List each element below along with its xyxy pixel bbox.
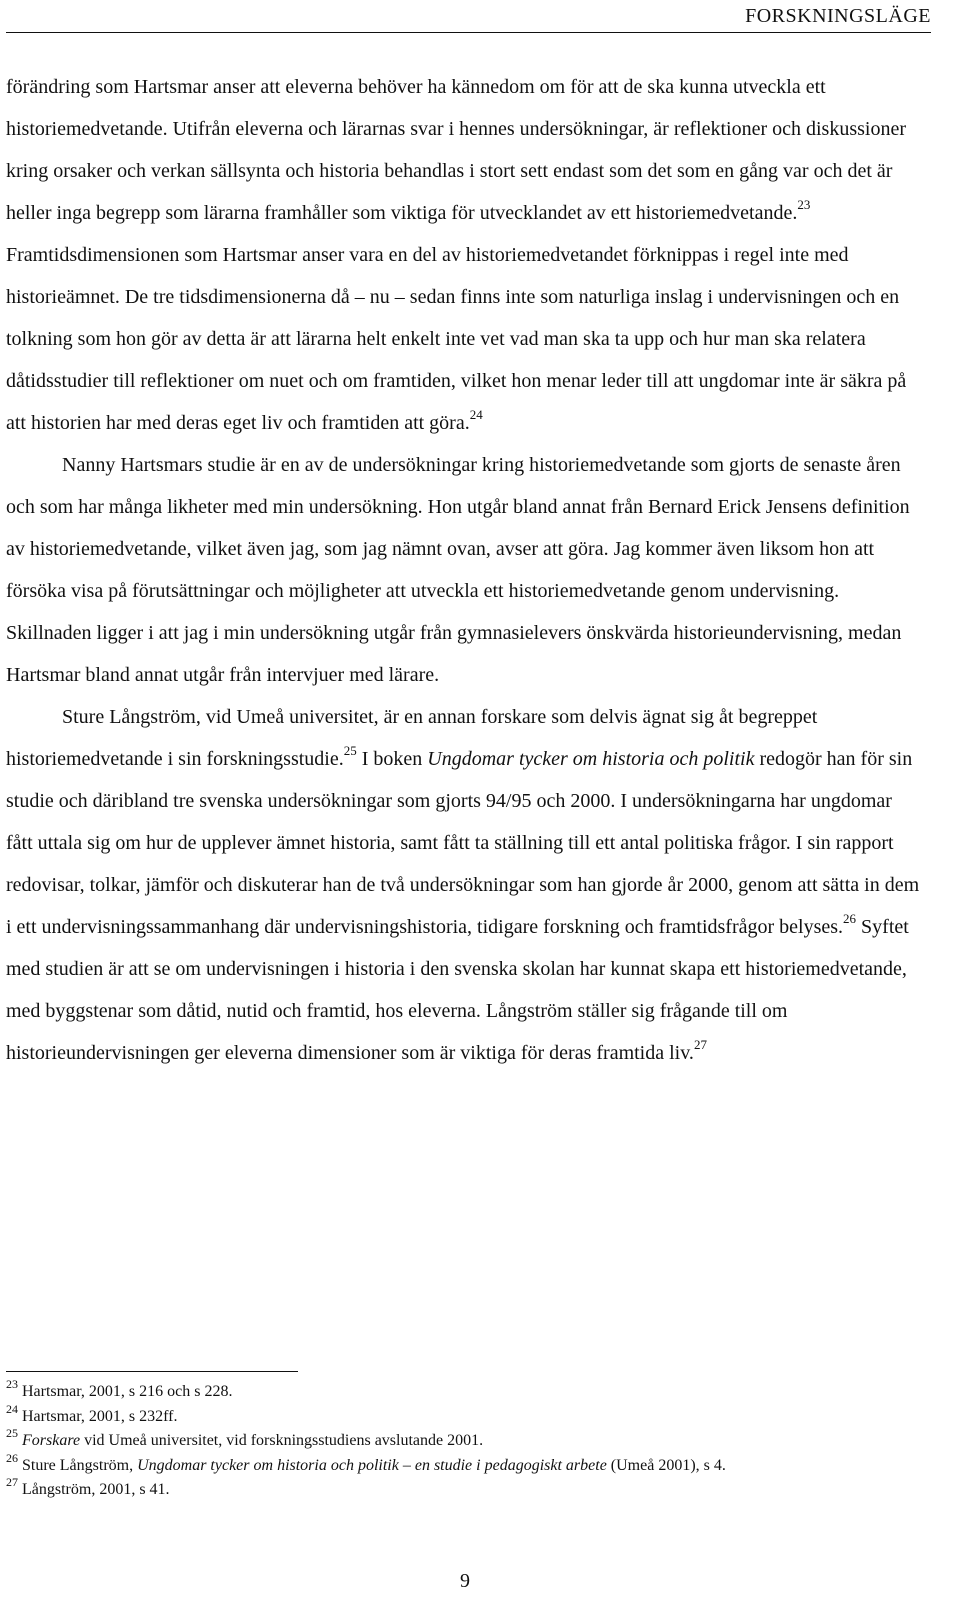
body-text <box>6 66 922 1074</box>
footnote-text-pre: Sture Långström, <box>22 1456 138 1474</box>
paragraph-2-text: Nanny Hartsmars studie är en av de undersökningar kring historiemedvetande som gjorts de senaste åren och som har många likheter med min undersökning. Hon utgår bland annat från Bernard Erick Jensens definition av historiemedvetande, vilket även jag, som jag nämnt ovan, avser att göra. Jag kommer även liksom hon att försöka visa på förutsättningar och möjligheter att utveckla ett historiemedvetande genom undervisning. Skillnaden ligger i att jag i min undersökning utgår från gymnasielevers önskvärda historieundervisning, medan Hartsmar bland annat utgår från intervjuer med lärare. <box>6 454 910 686</box>
paragraph-1-text-b: Framtidsdimensionen som Hartsmar anser vara en del av historiemedvetandet förknippas i regel inte med historieämnet. De tre tidsdimensionerna då – nu – sedan finns inte som naturliga inslag i undervisningen och en tolkning som hon gör av detta är att lärarna helt enkelt inte vet vad man ska ta upp och hur man ska relatera dåtidsstudier till reflektioner om nuet och om framtiden, vilket hon menar leder till att ungdomar inte är säkra på att historien har med deras eget liv och framtiden att göra. <box>6 244 907 434</box>
paragraph-1 <box>6 66 922 444</box>
running-header <box>6 2 931 33</box>
footnote-italic: Ungdomar tycker om historia och politik – en studie i pedagogiskt arbete <box>137 1456 607 1474</box>
footnotes <box>6 1377 936 1503</box>
footnote-number: 24 <box>6 1401 18 1416</box>
footnote-26 <box>6 1450 936 1479</box>
footnote-text: (Umeå 2001), s 4. <box>606 1456 726 1474</box>
footnote-text: Hartsmar, 2001, s 232ff. <box>22 1407 178 1425</box>
footnote-27 <box>6 1475 936 1503</box>
footnote-ref-26[interactable]: 26 <box>843 911 857 926</box>
footnote-25 <box>6 1426 936 1454</box>
paragraph-3-text-c: redogör han för sin studie och däribland tre svenska undersökningar som gjorts 94/95 och 2000. I undersökningarna har ungdomar fått uttala sig om hur de upplever ämnet historia, samt fått ta ställning till ett antal politiska frågor. I sin rapport redovisar, tolkar, jämför och diskuterar han de två undersökningar som han gjorde år 2000, genom att sätta in dem i ett undervisningssammanhang där undervisningshistoria, tidigare forskning och framtidsfrågor belyses. <box>6 748 920 938</box>
footnote-24 <box>6 1401 936 1430</box>
footnote-ref-23[interactable]: 23 <box>797 197 811 212</box>
paragraph-1-text-a: förändring som Hartsmar anser att eleverna behöver ha kännedom om för att de ska kunna utveckla ett historiemedvetande. Utifrån eleverna och lärarnas svar i hennes undersökningar, är reflektioner och diskussioner kring orsaker och verkan sällsynta och historia behandlas i stort sett endast som det som en gång var och det är heller inga begrepp som lärarna framhåller som viktiga för utvecklandet av ett historiemedvetande. <box>6 76 906 224</box>
paragraph-3-text-b: I boken <box>356 748 428 770</box>
footnote-ref-27[interactable]: 27 <box>693 1037 707 1052</box>
footnote-ref-24[interactable]: 24 <box>469 407 483 422</box>
footnote-italic: Forskare <box>22 1432 81 1449</box>
footnote-text: Hartsmar, 2001, s 216 och s 228. <box>22 1383 233 1400</box>
footnote-ref-25[interactable]: 25 <box>343 743 357 758</box>
page-number: 9 <box>460 1570 470 1592</box>
footnote-number: 27 <box>6 1475 18 1489</box>
footnote-separator <box>6 1371 298 1372</box>
paragraph-3-text-a: Sture Långström, vid Umeå universitet, är en annan forskare som delvis ägnat sig åt begreppet historiemedvetande i sin forskningsstudie. <box>6 706 818 770</box>
paragraph-3-text-d: Syftet med studien är att se om undervisningen i historia i den svenska skolan har kunnat skapa ett historiemedvetande, med byggstenar som dåtid, nutid och framtid, hos eleverna. Långström ställer sig frågande till om historieundervisningen ger eleverna dimensioner som är viktiga för deras framtida liv. <box>6 916 909 1064</box>
footnote-23 <box>6 1377 936 1405</box>
footnote-number: 25 <box>6 1426 18 1440</box>
paragraph-2 <box>6 444 922 696</box>
footnote-text: vid Umeå universitet, vid forskningsstudiens avslutande 2001. <box>80 1432 484 1449</box>
book-title: Ungdomar tycker om historia och politik <box>427 748 755 770</box>
footnote-number: 26 <box>6 1450 18 1465</box>
header-title: FORSKNINGSLÄGE <box>745 5 931 27</box>
paragraph-3 <box>6 696 922 1074</box>
footnote-number: 23 <box>6 1377 18 1391</box>
footnote-text: Långström, 2001, s 41. <box>22 1481 170 1498</box>
